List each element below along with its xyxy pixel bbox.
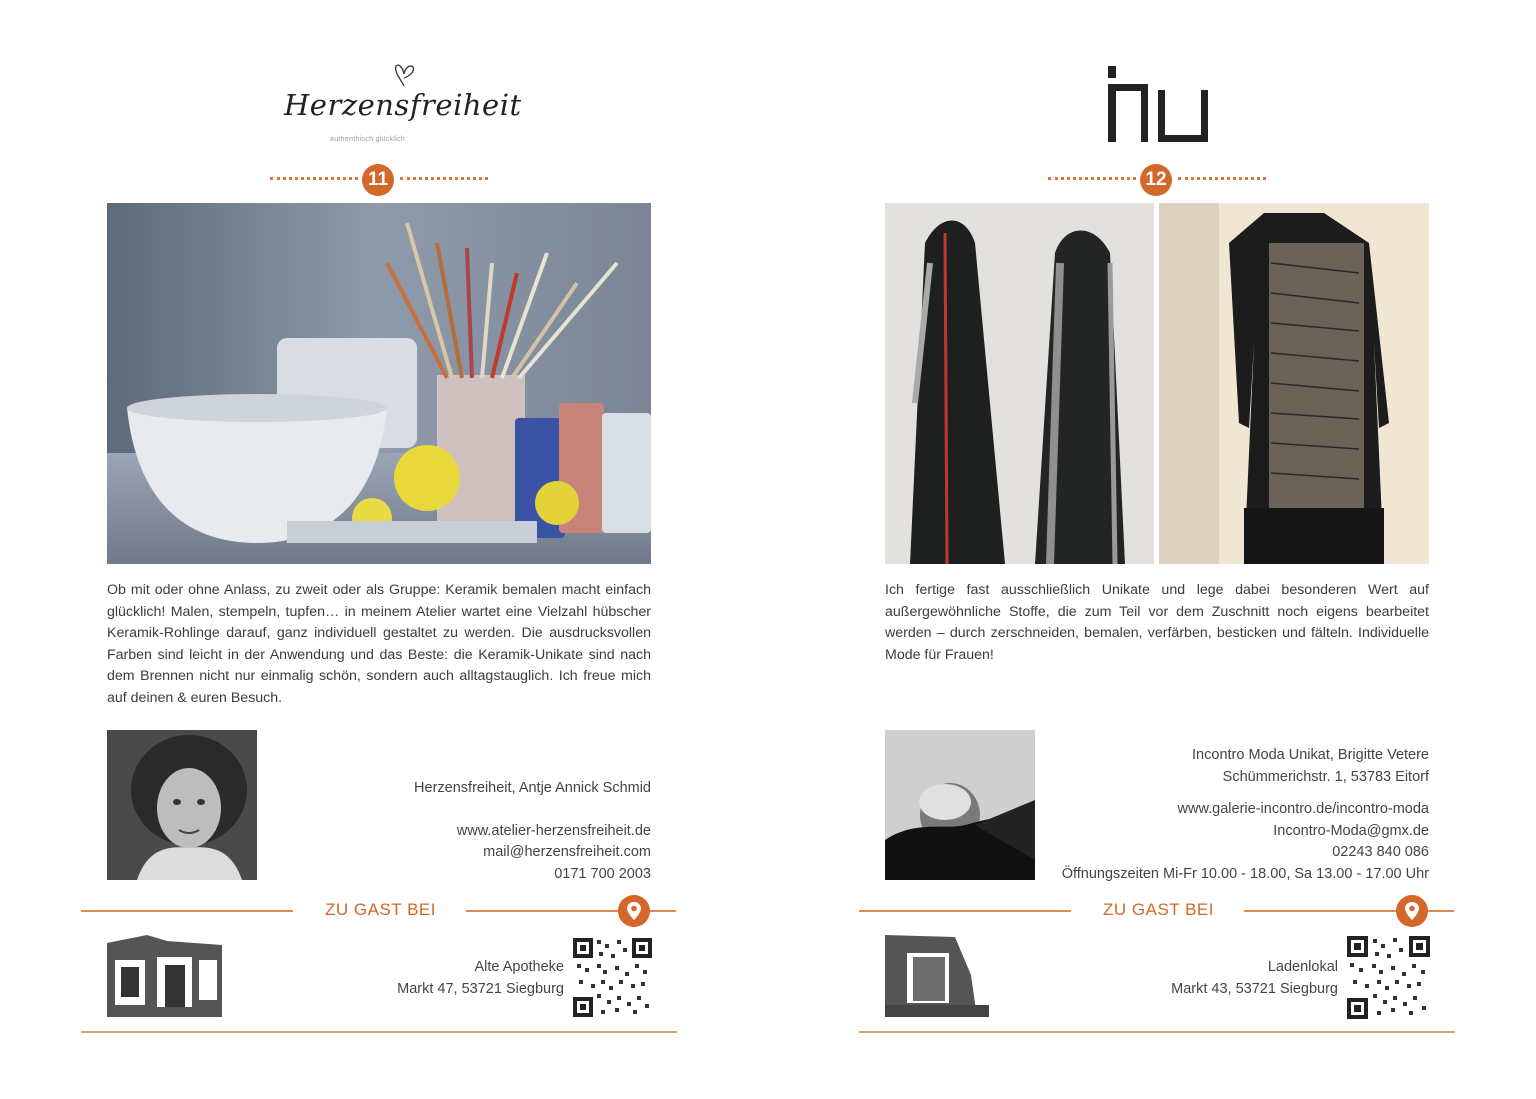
guest-label: ZU GAST BEI <box>1103 900 1214 919</box>
website-link[interactable]: www.atelier-herzensfreiheit.de <box>456 822 651 839</box>
contact-name: Incontro Moda Unikat, Brigitte Vetere <box>1192 747 1429 763</box>
venue-block <box>1038 957 1338 1000</box>
station-number-row <box>1048 164 1268 196</box>
incontro-logo <box>1108 66 1208 144</box>
qr-code[interactable] <box>573 938 652 1022</box>
opening-hours: Öffnungszeiten Mi-Fr 10.00 - 18.00, Sa 13.00 - 17.00 Uhr <box>1061 866 1429 882</box>
description-text: Ich fertige fast ausschließlich Unikate und lege dabei besonderen Wert auf außergewöhnliche Stoffe, die zum Teil vor dem Zuschnitt noch eigens bearbeitet werden – durch zerschneiden, bemalen, verfärben, besticken und fälteln. Individuelle Mode für Frauen! <box>885 582 1429 663</box>
venue-address: Markt 43, 53721 Siegburg <box>1171 980 1338 997</box>
contact-address: Schümmerichstr. 1, 53783 Eitorf <box>1222 768 1429 785</box>
phone-number: 02243 840 086 <box>1332 844 1429 860</box>
email-link[interactable]: mail@herzensfreiheit.com <box>483 844 651 860</box>
station-number-badge: 12 <box>1140 164 1172 196</box>
coats-hanging-photo <box>885 203 1154 564</box>
contact-name: Herzensfreiheit, Antje Annick Schmid <box>414 780 651 796</box>
dotted-line-left <box>1048 177 1136 181</box>
building-illustration <box>885 935 989 1022</box>
map-pin-icon[interactable] <box>618 895 650 927</box>
contact-block <box>1009 745 1429 864</box>
butterfly-icon <box>390 62 418 90</box>
station-number-row <box>270 164 490 196</box>
venue-name: Alte Apotheke <box>474 959 564 975</box>
guest-divider-left <box>81 910 293 912</box>
bottom-divider <box>81 1031 677 1033</box>
description-text: Ob mit oder ohne Anlass, zu zweit oder als Gruppe: Keramik bemalen macht einfach glücklich! Malen, stempeln, tupfen… in meinem Atelier wartet eine Vielzahl hübscher Keramik-Rohlinge darauf, ganz individuell gestaltet zu werden. Die ausdrucksvollen Farben sind leicht in der Anwendung und das Beste: die Keramik-Unikate sind nach dem Brennen nicht nur einmalig schön, sondern auch alltagstauglich. Ich freue mich auf deinen & euren Besuch. <box>107 582 651 706</box>
venue-address: Markt 47, 53721 Siegburg <box>397 980 564 997</box>
map-pin-icon[interactable] <box>1396 895 1428 927</box>
venue-name: Ladenlokal <box>1267 959 1338 975</box>
dotted-line-right <box>1178 177 1266 181</box>
qr-code[interactable] <box>1347 936 1430 1024</box>
guest-divider-left <box>859 910 1071 912</box>
venue-block <box>264 957 564 1000</box>
dotted-line-left <box>270 177 358 181</box>
brand-tagline: authenthisch glücklich <box>330 136 406 143</box>
dotted-line-right <box>400 177 488 181</box>
guest-label: ZU GAST BEI <box>325 900 436 919</box>
building-illustration <box>107 935 222 1022</box>
contact-block <box>291 778 651 885</box>
bottom-divider <box>859 1031 1455 1033</box>
phone-number: 0171 700 2003 <box>554 865 651 882</box>
brand-logo-herzensfreiheit: Herzensfreiheit <box>284 88 522 122</box>
website-link[interactable]: www.galerie-incontro.de/incontro-moda <box>1177 801 1429 817</box>
email-link[interactable]: Incontro-Moda@gmx.de <box>1273 822 1429 839</box>
portrait-photo <box>107 730 257 880</box>
right-page <box>778 0 1536 1099</box>
coat-dress-photo <box>1159 203 1429 564</box>
station-number-badge: 11 <box>362 164 394 196</box>
ceramics-painting-photo <box>107 203 651 564</box>
